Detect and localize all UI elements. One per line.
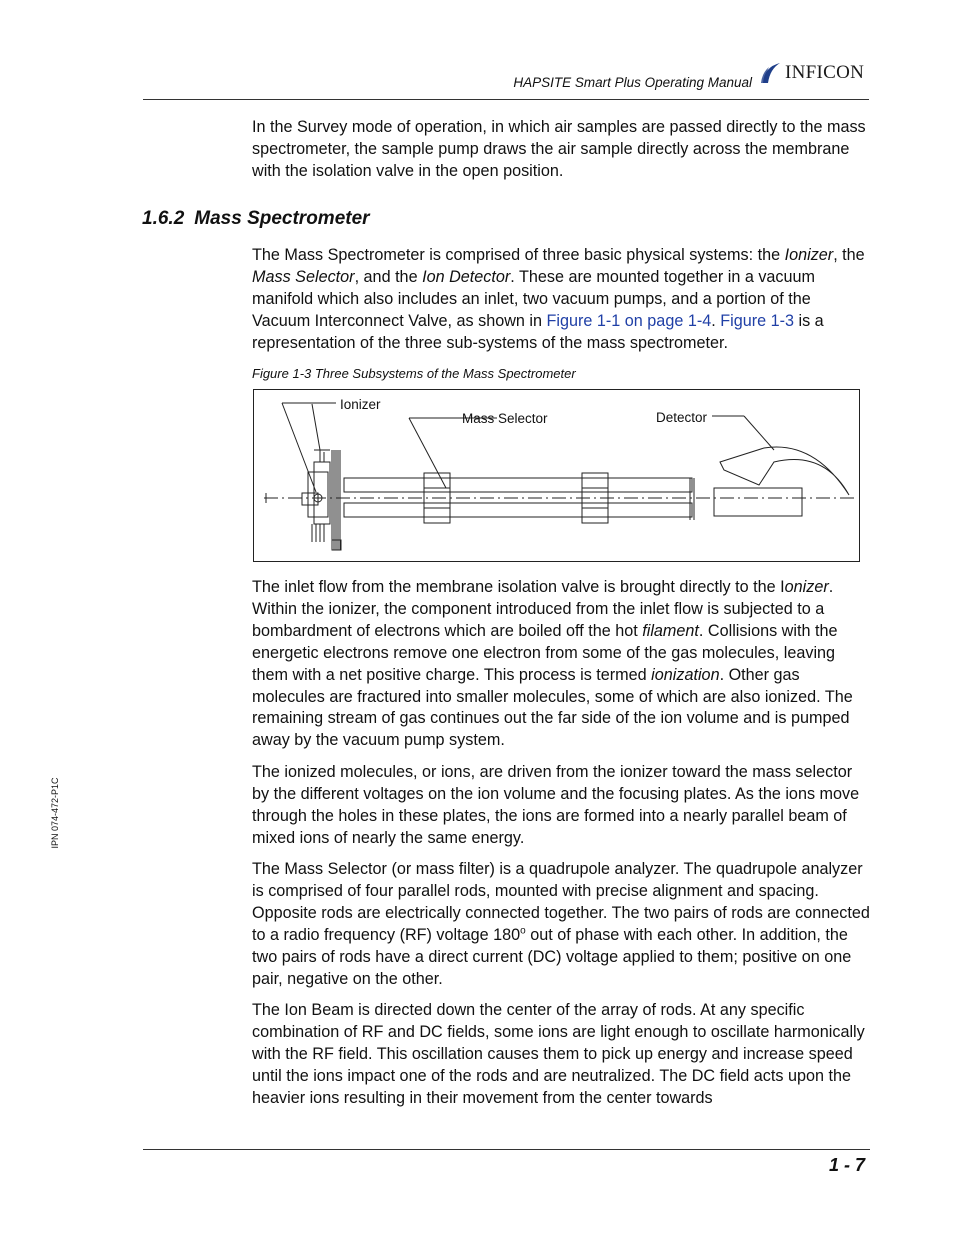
header-rule	[143, 99, 869, 100]
mass-spectrometer-figure	[253, 389, 860, 562]
inficon-logo-icon	[760, 61, 782, 85]
section-heading	[142, 208, 370, 230]
label-detector: Detector	[656, 410, 708, 425]
p1-text-e: .	[711, 311, 721, 330]
p1-ionizer: Ionizer	[784, 246, 834, 264]
p1-text-a: The Mass Spectrometer is comprised of three basic physical systems: the	[252, 246, 785, 264]
paragraph-4	[252, 859, 870, 990]
paragraph-5	[252, 1000, 870, 1110]
intro-paragraph-text: In the Survey mode of operation, in which air samples are passed directly to the mass spectrometer, the sample pump draws the air sample directly across the membrane with the isolation valve in the open position.	[252, 118, 866, 180]
section-number: 1.6.2	[142, 208, 185, 229]
label-mass-selector: Mass Selector	[462, 411, 548, 426]
p5-text: The Ion Beam is directed down the center of the array of rods. At any specific combination of RF and DC fields, some ions are light enough to oscillate harmonically with the RF field. This oscillation causes them to pick up energy and increase speed until the ions impact one of the rods and are neutralized. The DC field acts upon the heavier ions resulting in their movement from the center towards	[252, 1001, 865, 1107]
p4-text-a: The Mass Selector (or mass filter) is a quadrupole analyzer. The quadrupole analyzer is comprised of four parallel rods, mounted with precise alignment and spacing. Opposite rods are electrically connected together. The two pairs of rods are connected to a radio frequency (RF) voltage 180	[252, 860, 870, 944]
p1-mass-selector: Mass Selector	[252, 267, 355, 286]
page-number: 1 - 7	[828, 1155, 865, 1175]
p2-filament: filament	[642, 621, 699, 640]
p2-text-d: . Other gas molecules are fractured into smaller molecules, some of which are also ionized. The remaining stream of gas continues out the far side of the ion volume and is pumped away by the vacuum pump system.	[252, 665, 853, 750]
detector-body	[714, 488, 802, 516]
ipn-side-label: IPN 074-472-P1C	[50, 777, 60, 849]
p3-text: The ionized molecules, or ions, are driven from the ionizer toward the mass selector by the different voltages on the ion volume and the focusing plates. As the ions move through the holes in these plates, the ions are formed into a nearly parallel beam of mixed ions of nearly the same energy.	[252, 763, 860, 847]
paragraph-2	[252, 577, 870, 752]
figure-1-3-link[interactable]: Figure 1-3	[720, 311, 794, 330]
section-title: Mass Spectrometer	[194, 208, 370, 229]
p4-text-b: out of phase with each other. In addition, the two pairs of rods have a direct current (DC) voltage applied to them; positive on one pair, negative on the other.	[252, 925, 852, 988]
p1-ion-detector: Ion Detector	[422, 267, 511, 286]
figure-drawing	[254, 390, 859, 561]
degree-superscript: o	[520, 925, 526, 937]
p1-text-f: is a representation of the three sub-systems of the mass spectrometer.	[252, 311, 824, 352]
p2-ionization: ionization	[651, 665, 720, 684]
p1-text-c: , and the	[354, 267, 423, 286]
footer-rule	[143, 1149, 870, 1150]
figure-caption: Figure 1-3 Three Subsystems of the Mass Spectrometer	[252, 366, 576, 381]
p2-text-a: The inlet flow from the membrane isolation valve is brought directly to the I	[252, 578, 785, 596]
paragraph-3	[252, 762, 870, 850]
p1-text-d: . These are mounted together in a vacuum manifold which also includes an inlet, two vacuum pumps, and a portion of the Vacuum Interconnect Valve, as shown in	[252, 267, 816, 330]
manual-title: HAPSITE Smart Plus Operating Manual	[513, 75, 752, 90]
paragraph-1	[252, 245, 870, 355]
p2-text-c: . Collisions with the energetic electrons remove one electron from some of the gas molecules, leaving them with a net positive charge. This process is termed	[252, 621, 838, 684]
quadrupole-rod-top	[344, 478, 692, 492]
p2-text-b: . Within the ionizer, the component introduced from the inlet flow is subjected to a bombardment of electrons which are boiled off the hot	[252, 578, 834, 640]
p1-text-b: , the	[833, 246, 865, 264]
p2-onizer: onizer	[784, 578, 829, 596]
figure-1-1-link[interactable]: Figure 1-1 on page 1-4	[546, 311, 712, 330]
label-ionizer: Ionizer	[340, 397, 381, 412]
logo-text: INFICON	[785, 62, 865, 83]
ionizer-leader-diag	[282, 403, 316, 492]
inficon-logo	[760, 58, 864, 88]
quadrupole-rod-bottom	[344, 503, 692, 517]
intro-paragraph	[252, 117, 870, 183]
